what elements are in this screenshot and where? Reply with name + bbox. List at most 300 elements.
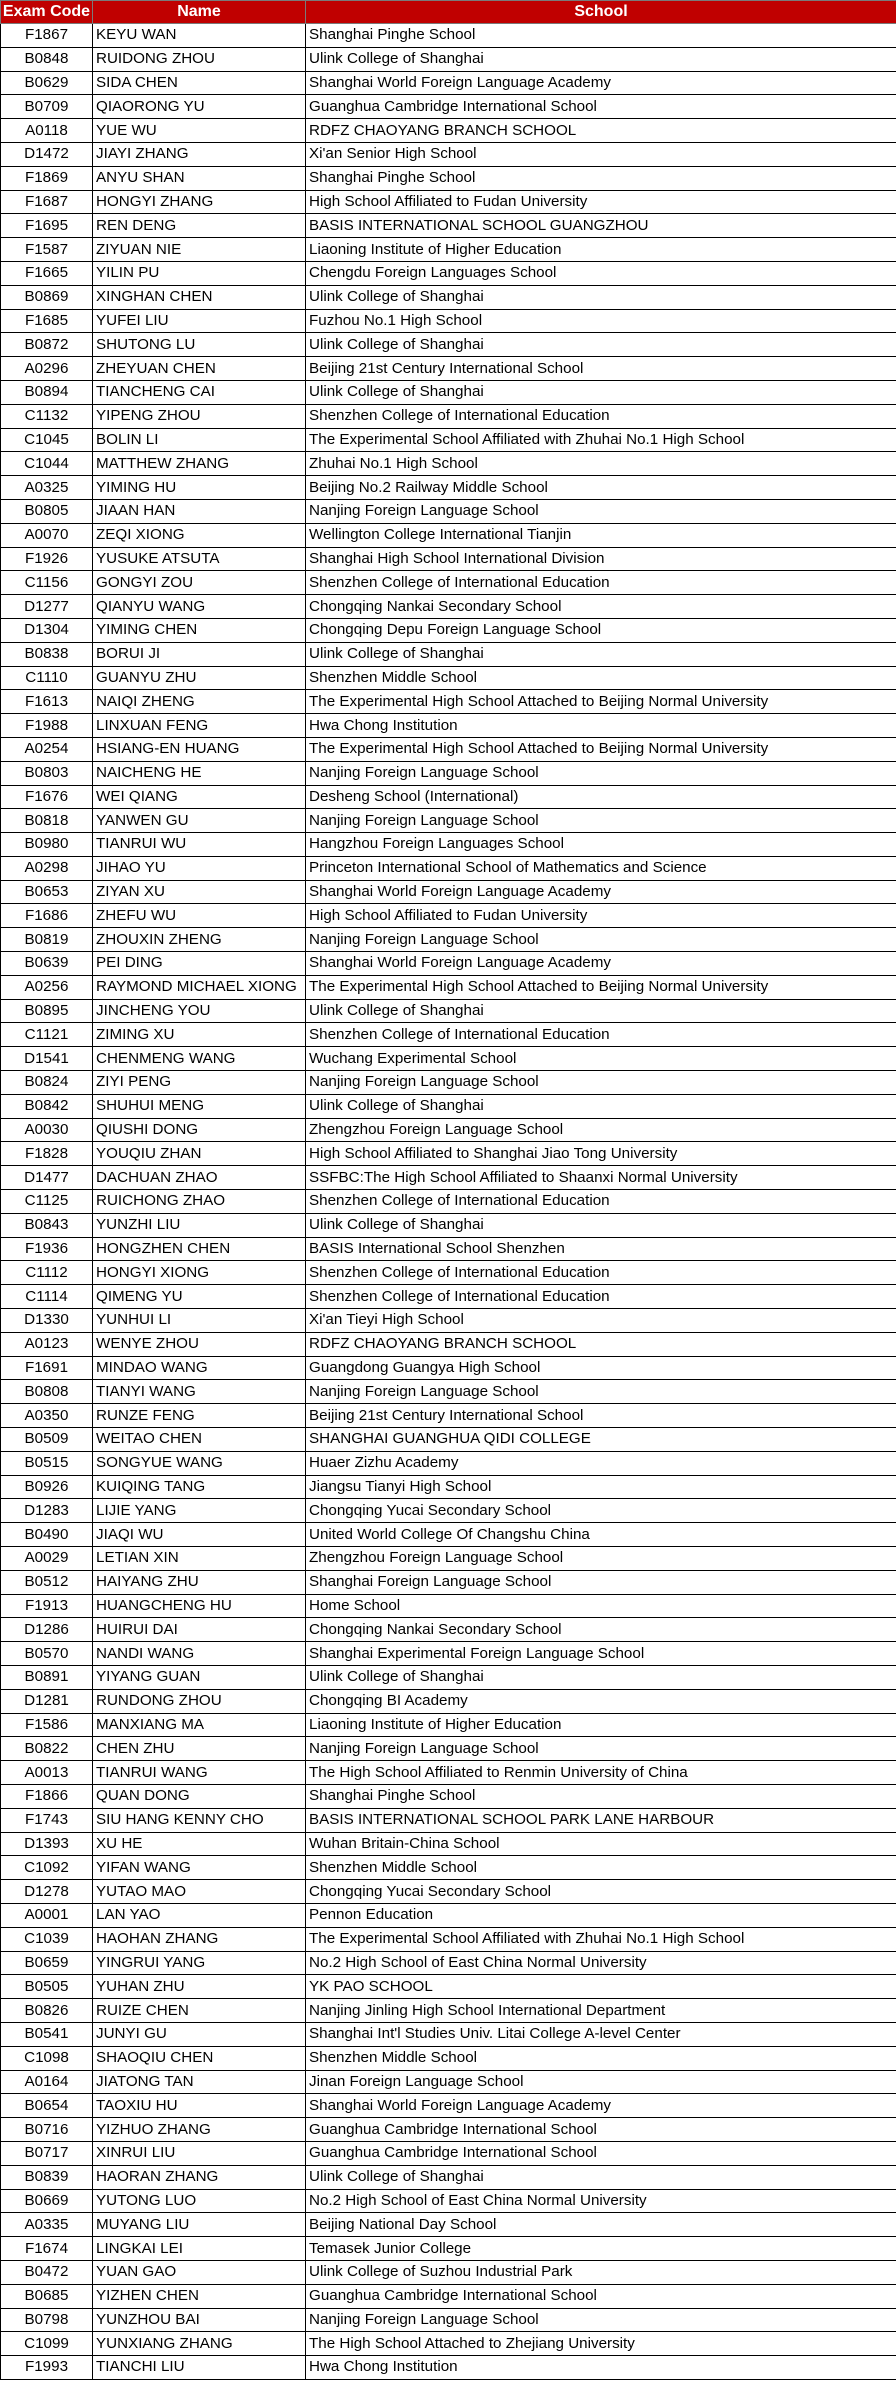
- table-row: [1, 2284, 896, 2308]
- name-cell: YANWEN GU: [93, 809, 306, 833]
- name-cell: HUANGCHENG HU: [93, 1594, 306, 1618]
- header-exam-code: Exam Code: [1, 1, 93, 24]
- name-cell: HUIRUI DAI: [93, 1618, 306, 1642]
- table-row: [1, 71, 896, 95]
- exam-code-cell: B0872: [1, 333, 93, 357]
- school-cell: Ulink College of Shanghai: [306, 47, 896, 71]
- name-cell: ZIYI PENG: [93, 1071, 306, 1095]
- school-cell: Ulink College of Shanghai: [306, 285, 896, 309]
- name-cell: RUNDONG ZHOU: [93, 1689, 306, 1713]
- table-row: [1, 1570, 896, 1594]
- table-row: [1, 880, 896, 904]
- exam-code-cell: B0839: [1, 2165, 93, 2189]
- exam-code-cell: F1687: [1, 190, 93, 214]
- exam-code-cell: A0123: [1, 1332, 93, 1356]
- name-cell: REN DENG: [93, 214, 306, 238]
- school-cell: Shanghai Pinghe School: [306, 1784, 896, 1808]
- name-cell: JIATONG TAN: [93, 2070, 306, 2094]
- exam-code-cell: C1110: [1, 666, 93, 690]
- school-cell: Chongqing Yucai Secondary School: [306, 1880, 896, 1904]
- school-cell: Shanghai Pinghe School: [306, 24, 896, 48]
- header-school: School: [306, 1, 896, 24]
- name-cell: JIHAO YU: [93, 856, 306, 880]
- exam-code-cell: B0869: [1, 285, 93, 309]
- table-row: [1, 1166, 896, 1190]
- name-cell: ZHEYUAN CHEN: [93, 357, 306, 381]
- name-cell: MANXIANG MA: [93, 1713, 306, 1737]
- table-row: [1, 714, 896, 738]
- name-cell: YUTONG LUO: [93, 2189, 306, 2213]
- name-cell: JIAQI WU: [93, 1523, 306, 1547]
- school-cell: Desheng School (International): [306, 785, 896, 809]
- exam-code-cell: D1286: [1, 1618, 93, 1642]
- school-cell: Nanjing Jinling High School International Department: [306, 1999, 896, 2023]
- exam-code-cell: B0685: [1, 2284, 93, 2308]
- school-cell: Beijing No.2 Railway Middle School: [306, 476, 896, 500]
- school-cell: The Experimental High School Attached to Beijing Normal University: [306, 975, 896, 999]
- school-cell: Huaer Zizhu Academy: [306, 1451, 896, 1475]
- exam-code-cell: A0254: [1, 737, 93, 761]
- name-cell: LETIAN XIN: [93, 1547, 306, 1571]
- school-cell: Ulink College of Suzhou Industrial Park: [306, 2260, 896, 2284]
- exam-code-cell: D1283: [1, 1499, 93, 1523]
- exam-code-cell: D1281: [1, 1689, 93, 1713]
- school-cell: Shanghai World Foreign Language Academy: [306, 71, 896, 95]
- name-cell: YUNZHOU BAI: [93, 2308, 306, 2332]
- school-cell: Guanghua Cambridge International School: [306, 2118, 896, 2142]
- name-cell: ZIYUAN NIE: [93, 238, 306, 262]
- table-row: [1, 1832, 896, 1856]
- exam-code-cell: B0895: [1, 999, 93, 1023]
- school-cell: Shanghai World Foreign Language Academy: [306, 2094, 896, 2118]
- exam-code-cell: A0030: [1, 1118, 93, 1142]
- name-cell: LAN YAO: [93, 1903, 306, 1927]
- exam-code-cell: B0709: [1, 95, 93, 119]
- school-cell: Shenzhen College of International Education: [306, 1261, 896, 1285]
- name-cell: JIAYI ZHANG: [93, 142, 306, 166]
- school-cell: High School Affiliated to Fudan University: [306, 904, 896, 928]
- name-cell: YUFEI LIU: [93, 309, 306, 333]
- name-cell: WEI QIANG: [93, 785, 306, 809]
- table-row: [1, 1903, 896, 1927]
- table-row: [1, 2141, 896, 2165]
- table-row: [1, 47, 896, 71]
- name-cell: HONGZHEN CHEN: [93, 1237, 306, 1261]
- name-cell: KUIQING TANG: [93, 1475, 306, 1499]
- name-cell: BOLIN LI: [93, 428, 306, 452]
- table-row: [1, 1523, 896, 1547]
- school-cell: Wellington College International Tianjin: [306, 523, 896, 547]
- school-cell: Nanjing Foreign Language School: [306, 1071, 896, 1095]
- table-row: [1, 1951, 896, 1975]
- name-cell: LINGKAI LEI: [93, 2237, 306, 2261]
- table-row: [1, 928, 896, 952]
- name-cell: CHEN ZHU: [93, 1737, 306, 1761]
- exam-code-cell: B0472: [1, 2260, 93, 2284]
- exam-code-cell: F1828: [1, 1142, 93, 1166]
- table-row: [1, 809, 896, 833]
- name-cell: HAIYANG ZHU: [93, 1570, 306, 1594]
- exam-code-cell: F1686: [1, 904, 93, 928]
- table-row: [1, 1689, 896, 1713]
- school-cell: Ulink College of Shanghai: [306, 1094, 896, 1118]
- table-row: [1, 1047, 896, 1071]
- exam-code-cell: B0798: [1, 2308, 93, 2332]
- name-cell: TIANRUI WANG: [93, 1761, 306, 1785]
- exam-code-cell: F1674: [1, 2237, 93, 2261]
- exam-code-cell: B0509: [1, 1428, 93, 1452]
- exam-code-cell: F1926: [1, 547, 93, 571]
- name-cell: XU HE: [93, 1832, 306, 1856]
- school-cell: Chongqing BI Academy: [306, 1689, 896, 1713]
- school-cell: Hwa Chong Institution: [306, 2356, 896, 2380]
- school-cell: Guangdong Guangya High School: [306, 1356, 896, 1380]
- table-row: [1, 1856, 896, 1880]
- exam-code-cell: A0256: [1, 975, 93, 999]
- name-cell: HONGYI XIONG: [93, 1261, 306, 1285]
- exam-code-cell: B0848: [1, 47, 93, 71]
- school-cell: Temasek Junior College: [306, 2237, 896, 2261]
- school-cell: Beijing National Day School: [306, 2213, 896, 2237]
- school-cell: Shenzhen College of International Education: [306, 1023, 896, 1047]
- table-row: [1, 2332, 896, 2356]
- school-cell: Jinan Foreign Language School: [306, 2070, 896, 2094]
- exam-code-cell: D1472: [1, 142, 93, 166]
- table-row: [1, 1665, 896, 1689]
- school-cell: Hangzhou Foreign Languages School: [306, 833, 896, 857]
- school-cell: Beijing 21st Century International School: [306, 357, 896, 381]
- name-cell: SHUHUI MENG: [93, 1094, 306, 1118]
- exam-code-cell: B0659: [1, 1951, 93, 1975]
- name-cell: RUICHONG ZHAO: [93, 1190, 306, 1214]
- table-row: [1, 1261, 896, 1285]
- name-cell: QIUSHI DONG: [93, 1118, 306, 1142]
- exam-code-cell: F1587: [1, 238, 93, 262]
- school-cell: BASIS INTERNATIONAL SCHOOL GUANGZHOU: [306, 214, 896, 238]
- exam-code-cell: F1869: [1, 166, 93, 190]
- school-cell: Fuzhou No.1 High School: [306, 309, 896, 333]
- exam-code-cell: B0822: [1, 1737, 93, 1761]
- exam-code-cell: B0818: [1, 809, 93, 833]
- exam-code-cell: A0350: [1, 1404, 93, 1428]
- name-cell: YINGRUI YANG: [93, 1951, 306, 1975]
- table-row: [1, 2213, 896, 2237]
- table-row: [1, 499, 896, 523]
- school-cell: No.2 High School of East China Normal University: [306, 1951, 896, 1975]
- school-cell: Guanghua Cambridge International School: [306, 95, 896, 119]
- name-cell: RAYMOND MICHAEL XIONG: [93, 975, 306, 999]
- exam-code-cell: C1114: [1, 1285, 93, 1309]
- table-row: [1, 785, 896, 809]
- exam-code-cell: D1304: [1, 618, 93, 642]
- name-cell: TIANCHI LIU: [93, 2356, 306, 2380]
- header-row: [1, 1, 896, 24]
- table-row: [1, 1880, 896, 1904]
- name-cell: TIANRUI WU: [93, 833, 306, 857]
- table-row: [1, 119, 896, 143]
- table-row: [1, 238, 896, 262]
- name-cell: NAIQI ZHENG: [93, 690, 306, 714]
- table-row: [1, 666, 896, 690]
- name-cell: YUSUKE ATSUTA: [93, 547, 306, 571]
- table-row: [1, 2046, 896, 2070]
- school-cell: Chongqing Nankai Secondary School: [306, 595, 896, 619]
- school-cell: Chongqing Nankai Secondary School: [306, 1618, 896, 1642]
- name-cell: YUHAN ZHU: [93, 1975, 306, 1999]
- school-cell: YK PAO SCHOOL: [306, 1975, 896, 1999]
- name-cell: CHENMENG WANG: [93, 1047, 306, 1071]
- school-cell: Princeton International School of Mathematics and Science: [306, 856, 896, 880]
- exam-code-cell: B0894: [1, 380, 93, 404]
- exam-code-cell: F1586: [1, 1713, 93, 1737]
- exam-code-cell: D1330: [1, 1309, 93, 1333]
- school-cell: No.2 High School of East China Normal University: [306, 2189, 896, 2213]
- name-cell: SIDA CHEN: [93, 71, 306, 95]
- table-row: [1, 357, 896, 381]
- school-cell: Chengdu Foreign Languages School: [306, 261, 896, 285]
- name-cell: DACHUAN ZHAO: [93, 1166, 306, 1190]
- name-cell: YOUQIU ZHAN: [93, 1142, 306, 1166]
- table-row: [1, 476, 896, 500]
- school-cell: BASIS International School Shenzhen: [306, 1237, 896, 1261]
- exam-code-cell: B0639: [1, 952, 93, 976]
- header-name: Name: [93, 1, 306, 24]
- exam-code-cell: B0669: [1, 2189, 93, 2213]
- exam-code-cell: F1913: [1, 1594, 93, 1618]
- school-cell: Shenzhen Middle School: [306, 666, 896, 690]
- exam-code-cell: B0541: [1, 2022, 93, 2046]
- exam-code-cell: F1695: [1, 214, 93, 238]
- exam-code-cell: A0296: [1, 357, 93, 381]
- table-row: [1, 1999, 896, 2023]
- name-cell: ZIYAN XU: [93, 880, 306, 904]
- exam-code-cell: B0838: [1, 642, 93, 666]
- table-row: [1, 1309, 896, 1333]
- table-row: [1, 24, 896, 48]
- table-row: [1, 1118, 896, 1142]
- school-cell: Nanjing Foreign Language School: [306, 928, 896, 952]
- table-row: [1, 2356, 896, 2380]
- school-cell: The Experimental High School Attached to Beijing Normal University: [306, 737, 896, 761]
- name-cell: HAORAN ZHANG: [93, 2165, 306, 2189]
- exam-code-cell: B0824: [1, 1071, 93, 1095]
- exam-code-cell: B0653: [1, 880, 93, 904]
- name-cell: YIMING CHEN: [93, 618, 306, 642]
- table-row: [1, 1927, 896, 1951]
- exam-code-cell: A0298: [1, 856, 93, 880]
- table-row: [1, 2070, 896, 2094]
- school-cell: Liaoning Institute of Higher Education: [306, 1713, 896, 1737]
- table-row: [1, 2022, 896, 2046]
- exam-code-cell: A0325: [1, 476, 93, 500]
- name-cell: MUYANG LIU: [93, 2213, 306, 2237]
- table-row: [1, 1213, 896, 1237]
- name-cell: RUIDONG ZHOU: [93, 47, 306, 71]
- exam-code-cell: B0819: [1, 928, 93, 952]
- table-row: [1, 1071, 896, 1095]
- table-row: [1, 1142, 896, 1166]
- name-cell: SIU HANG KENNY CHO: [93, 1808, 306, 1832]
- name-cell: XINRUI LIU: [93, 2141, 306, 2165]
- exam-code-cell: B0570: [1, 1642, 93, 1666]
- school-cell: Shanghai High School International Division: [306, 547, 896, 571]
- table-row: [1, 1380, 896, 1404]
- table-row: [1, 1737, 896, 1761]
- school-cell: Shanghai Pinghe School: [306, 166, 896, 190]
- exam-code-cell: D1541: [1, 1047, 93, 1071]
- school-cell: Xi'an Senior High School: [306, 142, 896, 166]
- name-cell: SHUTONG LU: [93, 333, 306, 357]
- name-cell: ANYU SHAN: [93, 166, 306, 190]
- exam-code-cell: C1092: [1, 1856, 93, 1880]
- table-row: [1, 1451, 896, 1475]
- exam-code-cell: F1993: [1, 2356, 93, 2380]
- table-row: [1, 2118, 896, 2142]
- exam-code-cell: A0164: [1, 2070, 93, 2094]
- table-row: [1, 975, 896, 999]
- table-row: [1, 2094, 896, 2118]
- exam-code-cell: A0335: [1, 2213, 93, 2237]
- school-cell: Nanjing Foreign Language School: [306, 761, 896, 785]
- table-row: [1, 1475, 896, 1499]
- table-row: [1, 261, 896, 285]
- name-cell: NANDI WANG: [93, 1642, 306, 1666]
- name-cell: YIMING HU: [93, 476, 306, 500]
- school-cell: Ulink College of Shanghai: [306, 642, 896, 666]
- exam-code-cell: B0716: [1, 2118, 93, 2142]
- table-row: [1, 1356, 896, 1380]
- table-row: [1, 428, 896, 452]
- exam-code-cell: F1988: [1, 714, 93, 738]
- exam-code-cell: F1676: [1, 785, 93, 809]
- table-row: [1, 1237, 896, 1261]
- name-cell: XINGHAN CHEN: [93, 285, 306, 309]
- name-cell: GUANYU ZHU: [93, 666, 306, 690]
- table-row: [1, 952, 896, 976]
- exam-code-cell: C1099: [1, 2332, 93, 2356]
- school-cell: Ulink College of Shanghai: [306, 380, 896, 404]
- school-cell: High School Affiliated to Shanghai Jiao Tong University: [306, 1142, 896, 1166]
- exam-code-cell: C1156: [1, 571, 93, 595]
- name-cell: HAOHAN ZHANG: [93, 1927, 306, 1951]
- name-cell: YUE WU: [93, 119, 306, 143]
- name-cell: YILIN PU: [93, 261, 306, 285]
- table-row: [1, 95, 896, 119]
- exam-code-cell: A0013: [1, 1761, 93, 1785]
- name-cell: ZIMING XU: [93, 1023, 306, 1047]
- school-cell: SHANGHAI GUANGHUA QIDI COLLEGE: [306, 1428, 896, 1452]
- table-row: [1, 285, 896, 309]
- exam-code-cell: C1125: [1, 1190, 93, 1214]
- exam-code-cell: B0803: [1, 761, 93, 785]
- school-cell: United World College Of Changshu China: [306, 1523, 896, 1547]
- table-row: [1, 904, 896, 928]
- table-row: [1, 142, 896, 166]
- school-cell: Shanghai Foreign Language School: [306, 1570, 896, 1594]
- school-cell: Liaoning Institute of Higher Education: [306, 238, 896, 262]
- name-cell: RUIZE CHEN: [93, 1999, 306, 2023]
- school-cell: RDFZ CHAOYANG BRANCH SCHOOL: [306, 119, 896, 143]
- name-cell: SHAOQIU CHEN: [93, 2046, 306, 2070]
- table-row: [1, 523, 896, 547]
- table-row: [1, 1713, 896, 1737]
- exam-code-cell: F1866: [1, 1784, 93, 1808]
- school-cell: The High School Attached to Zhejiang University: [306, 2332, 896, 2356]
- name-cell: YUAN GAO: [93, 2260, 306, 2284]
- table-row: [1, 166, 896, 190]
- school-cell: Guanghua Cambridge International School: [306, 2284, 896, 2308]
- name-cell: YUNHUI LI: [93, 1309, 306, 1333]
- table-row: [1, 1761, 896, 1785]
- name-cell: YUTAO MAO: [93, 1880, 306, 1904]
- exam-code-cell: F1665: [1, 261, 93, 285]
- table-row: [1, 2165, 896, 2189]
- school-cell: High School Affiliated to Fudan University: [306, 190, 896, 214]
- school-cell: BASIS INTERNATIONAL SCHOOL PARK LANE HARBOUR: [306, 1808, 896, 1832]
- exam-code-cell: B0490: [1, 1523, 93, 1547]
- school-cell: Shenzhen Middle School: [306, 2046, 896, 2070]
- school-cell: Nanjing Foreign Language School: [306, 2308, 896, 2332]
- exam-code-cell: C1098: [1, 2046, 93, 2070]
- name-cell: BORUI JI: [93, 642, 306, 666]
- table-header: [1, 1, 896, 24]
- table-row: [1, 856, 896, 880]
- name-cell: NAICHENG HE: [93, 761, 306, 785]
- exam-code-cell: F1743: [1, 1808, 93, 1832]
- school-cell: Guanghua Cambridge International School: [306, 2141, 896, 2165]
- school-cell: Wuhan Britain-China School: [306, 1832, 896, 1856]
- table-row: [1, 1784, 896, 1808]
- table-row: [1, 309, 896, 333]
- exam-code-cell: C1121: [1, 1023, 93, 1047]
- exam-code-cell: F1685: [1, 309, 93, 333]
- table-row: [1, 690, 896, 714]
- exam-code-cell: C1045: [1, 428, 93, 452]
- table-row: [1, 761, 896, 785]
- table-row: [1, 1428, 896, 1452]
- school-cell: The High School Affiliated to Renmin University of China: [306, 1761, 896, 1785]
- school-cell: Home School: [306, 1594, 896, 1618]
- name-cell: YIZHEN CHEN: [93, 2284, 306, 2308]
- school-cell: Shenzhen College of International Education: [306, 1190, 896, 1214]
- school-cell: Hwa Chong Institution: [306, 714, 896, 738]
- exam-code-cell: A0118: [1, 119, 93, 143]
- name-cell: TIANYI WANG: [93, 1380, 306, 1404]
- name-cell: QIMENG YU: [93, 1285, 306, 1309]
- school-cell: SSFBC:The High School Affiliated to Shaanxi Normal University: [306, 1166, 896, 1190]
- exam-code-cell: B0512: [1, 1570, 93, 1594]
- school-cell: Ulink College of Shanghai: [306, 1213, 896, 1237]
- table-row: [1, 190, 896, 214]
- school-cell: Jiangsu Tianyi High School: [306, 1475, 896, 1499]
- school-cell: Wuchang Experimental School: [306, 1047, 896, 1071]
- school-cell: Beijing 21st Century International School: [306, 1404, 896, 1428]
- table-row: [1, 214, 896, 238]
- name-cell: QIANYU WANG: [93, 595, 306, 619]
- school-cell: Pennon Education: [306, 1903, 896, 1927]
- exam-code-cell: A0001: [1, 1903, 93, 1927]
- table-row: [1, 1094, 896, 1118]
- school-cell: Shenzhen Middle School: [306, 1856, 896, 1880]
- table-row: [1, 1499, 896, 1523]
- school-cell: Zhengzhou Foreign Language School: [306, 1547, 896, 1571]
- table-row: [1, 1023, 896, 1047]
- table-row: [1, 2308, 896, 2332]
- exam-code-cell: C1039: [1, 1927, 93, 1951]
- exam-code-cell: B0842: [1, 1094, 93, 1118]
- table-row: [1, 571, 896, 595]
- school-cell: Shanghai World Foreign Language Academy: [306, 880, 896, 904]
